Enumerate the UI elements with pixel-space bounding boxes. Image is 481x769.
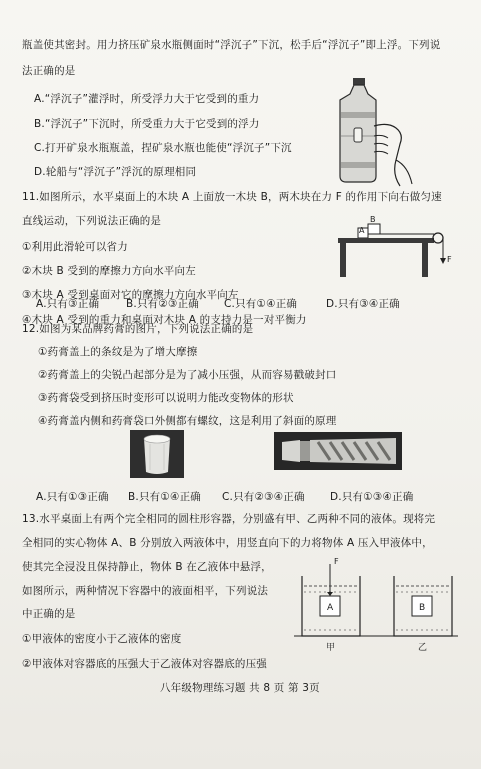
q13-line-3: 使其完全浸没且保持静止，物体 B 在乙液体中悬浮， <box>22 561 272 573</box>
fig11-label-b: B <box>370 215 376 224</box>
bottle-figure <box>338 76 426 188</box>
q11-choice-c: C.只有①④正确 <box>224 298 298 310</box>
fig13-label-b: B <box>419 603 426 613</box>
fig11-label-f: F <box>447 255 452 264</box>
q12-choice-a: A.只有①③正确 <box>36 491 109 503</box>
q13-line-5: 中正确的是 <box>22 608 76 620</box>
fig13-label-a: A <box>327 603 334 613</box>
q12-choice-b: B.只有①④正确 <box>128 491 201 503</box>
q12-statement-2: ②药膏盖上的尖锐凸起部分是为了减小压强，从而容易戳破封口 <box>38 369 337 381</box>
q11-line-2: 直线运动，下列说法正确的是 <box>22 215 162 227</box>
q11-statement-4: ④木块 A 受到的重力和桌面对木块 A 的支持力是一对平衡力 <box>22 314 307 326</box>
q11-statement-3: ③木块 A 受到桌面对它的摩擦力方向水平向左 <box>22 289 239 301</box>
q13-line-1: 13.水平桌面上有两个完全相同的圆柱形容器，分别盛有甲、乙两种不同的液体。现将完 <box>22 513 436 525</box>
q13-statement-2: ②甲液体对容器底的压强大于乙液体对容器底的压强 <box>22 658 268 670</box>
q12-choice-d: D.只有①③④正确 <box>330 491 414 503</box>
page-footer: 八年级物理练习题 共 8 页 第 3页 <box>160 682 320 694</box>
q10-option-b: B.“浮沉子”下沉时，所受重力大于它受到的浮力 <box>34 118 260 130</box>
ointment-tube-photo <box>274 432 402 470</box>
q11-statement-2: ②木块 B 受到的摩擦力方向水平向左 <box>22 265 196 277</box>
ointment-cap-photo <box>130 430 184 478</box>
fig11-label-a: A <box>359 226 365 235</box>
q10-option-c: C.打开矿泉水瓶瓶盖，捏矿泉水瓶也能使“浮沉子”下沉 <box>34 142 292 154</box>
q10-line-1: 瓶盖使其密封。用力挤压矿泉水瓶侧面时“浮沉子”下沉，松手后“浮沉子”即上浮。下列说 <box>22 39 441 51</box>
q13-line-4: 如图所示，两种情况下容器中的液面相平，下列说法 <box>22 585 269 597</box>
q11-line-1: 11.如图所示，水平桌面上的木块 A 上面放一木块 B，两木块在力 F 的作用下向右做匀速 <box>22 191 442 203</box>
q10-option-d: D.轮船与“浮沉子”浮沉的原理相同 <box>34 166 197 178</box>
q11-choice-b: B.只有②③正确 <box>126 298 199 310</box>
q13-line-2: 全相同的实心物体 A、B 分别放入两液体中，用竖直向下的力将物体 A 压入甲液体中， <box>22 537 433 549</box>
fig13-label-right: 乙 <box>418 643 428 653</box>
q12-line: 12.如图为某品牌药膏的图片，下列说法正确的是 <box>22 323 254 335</box>
fig13-label-left: 甲 <box>326 643 336 653</box>
q12-statement-3: ③药膏袋受到挤压时变形可以说明力能改变物体的形状 <box>38 392 294 404</box>
q10-line-2: 法正确的是 <box>22 65 76 77</box>
q11-statement-1: ①利用此滑轮可以省力 <box>22 241 128 253</box>
q12-choice-c: C.只有②③④正确 <box>222 491 305 503</box>
q12-statement-4: ④药膏盖内侧和药膏袋口外侧都有螺纹，这是利用了斜面的原理 <box>38 415 337 427</box>
q10-option-a: A.“浮沉子”灌浮时，所受浮力大于它受到的重力 <box>34 93 260 105</box>
q11-choice-d: D.只有③④正确 <box>326 298 400 310</box>
q13-statement-1: ①甲液体的密度小于乙液体的密度 <box>22 633 182 645</box>
containers-figure <box>290 556 460 656</box>
q12-statement-1: ①药膏盖上的条纹是为了增大摩擦 <box>38 346 198 358</box>
q11-choice-a: A.只有③正确 <box>36 298 100 310</box>
fig13-label-f: F <box>334 557 339 566</box>
pulley-table-figure <box>334 210 460 280</box>
